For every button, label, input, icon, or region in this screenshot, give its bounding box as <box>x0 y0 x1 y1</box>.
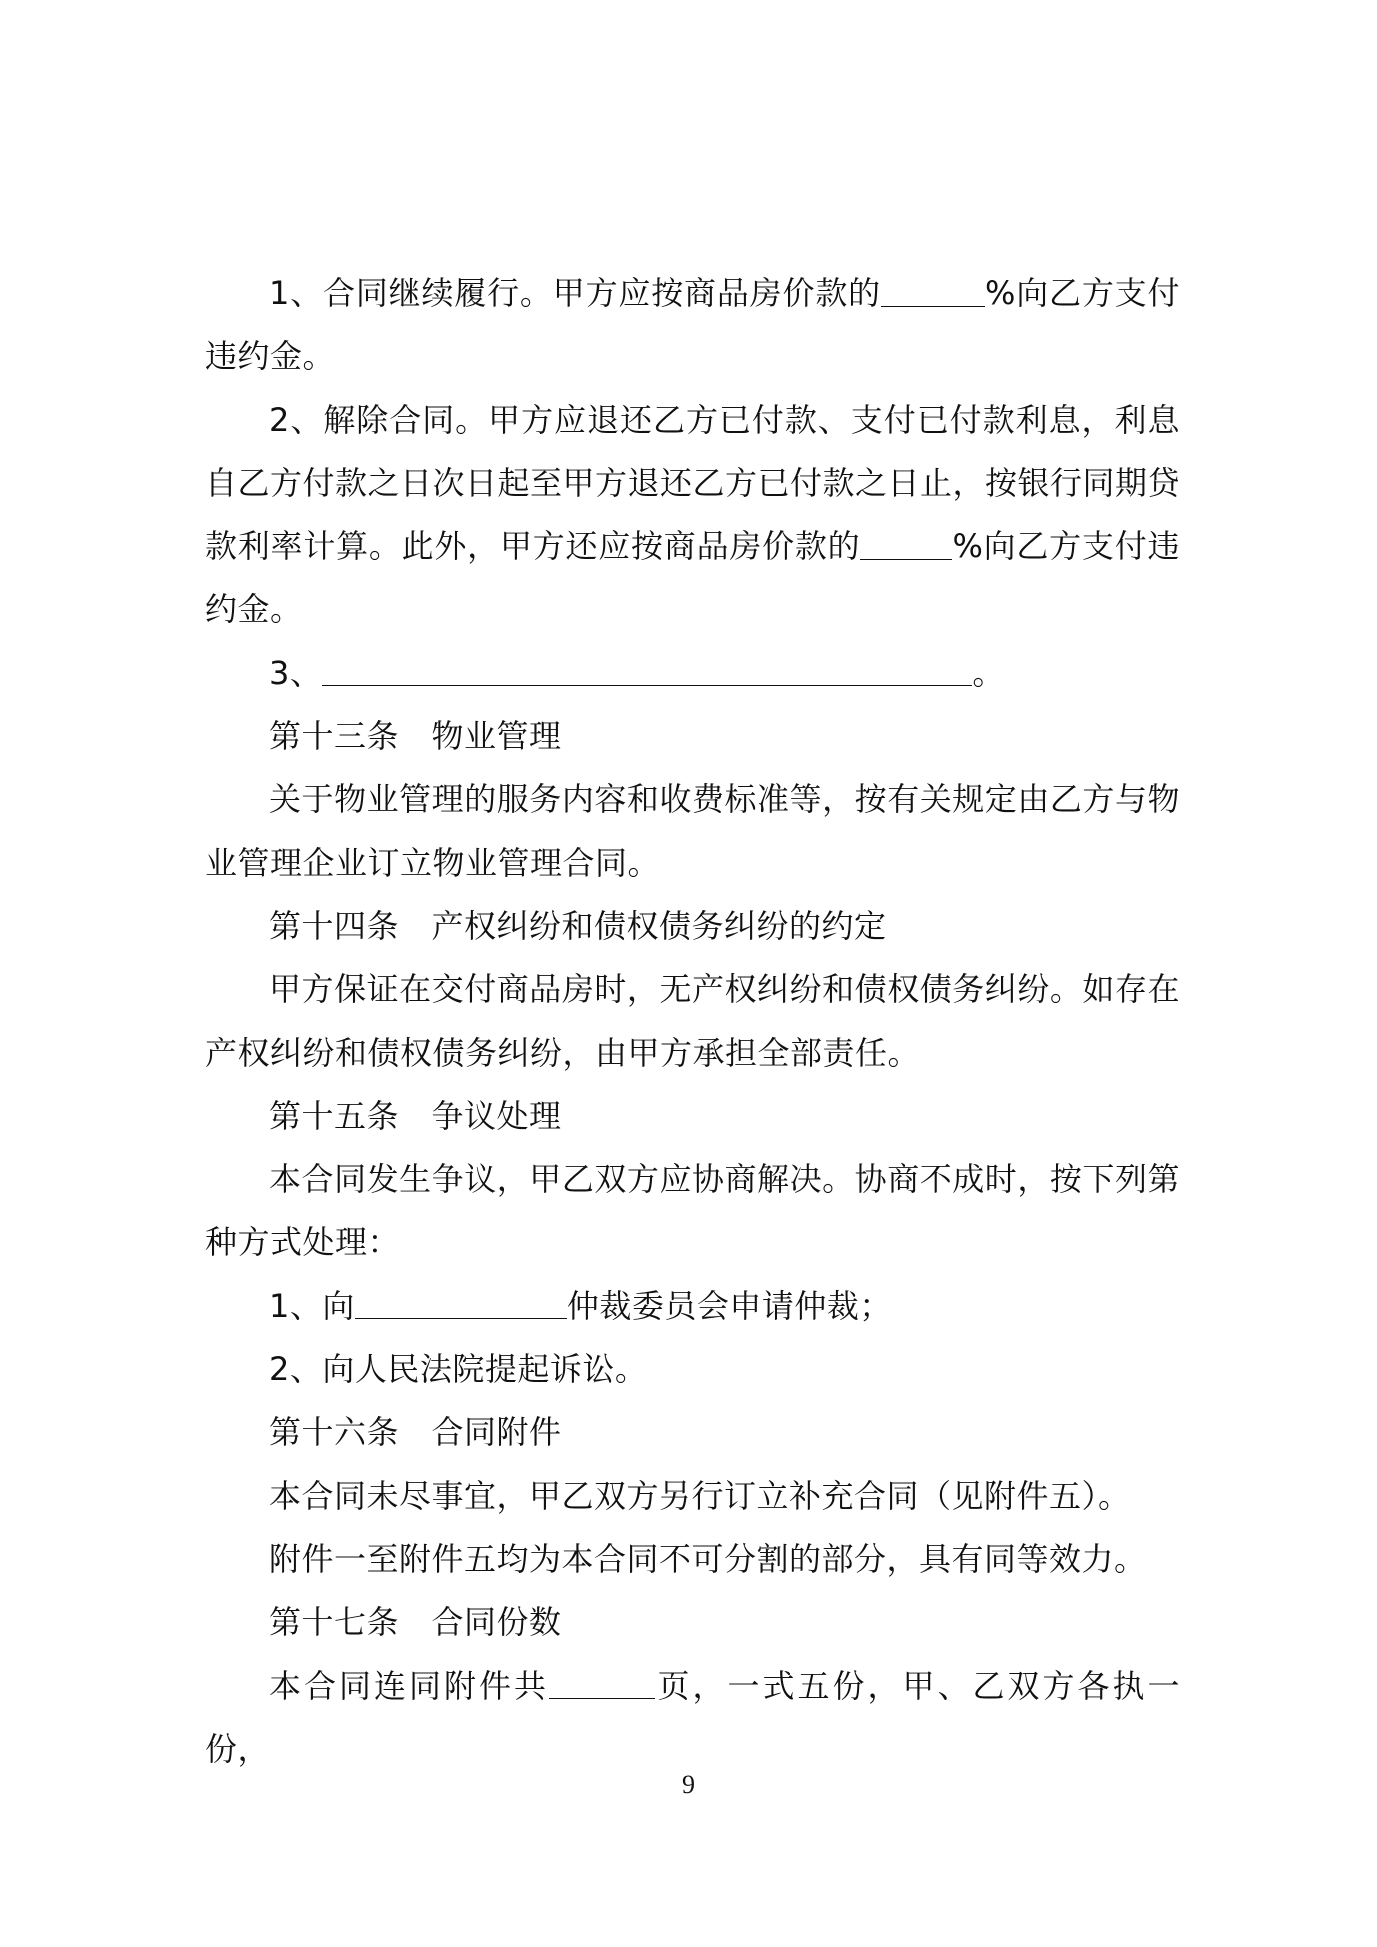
article-14-text: 甲方保证在交付商品房时，无产权纠纷和债权债务纠纷。如存在产权纠纷和债权债务纠纷，由甲方承担全部责任。 <box>205 970 1180 1072</box>
article-17-heading: 第十七条 合同份数 <box>269 1603 562 1642</box>
article-16-heading: 第十六条 合同附件 <box>269 1413 562 1452</box>
fill-blank[interactable] <box>860 528 952 559</box>
paragraph-text: 仲裁委员会申请仲裁； <box>566 1286 892 1325</box>
document-body <box>205 262 1180 1781</box>
paragraph-text: 本合同连同附件共 <box>269 1666 549 1705</box>
article-16-text-2: 附件一至附件五均为本合同不可分割的部分，具有同等效力。 <box>269 1539 1147 1578</box>
paragraph-text: 。 <box>972 653 1005 692</box>
article-13-text: 关于物业管理的服务内容和收费标准等，按有关规定由乙方与物业管理企业订立物业管理合同。 <box>205 780 1180 882</box>
paragraph-text: 页，一式五份，甲、乙双方各执一份， <box>205 1666 1180 1768</box>
paragraph-continue-contract <box>205 262 1180 389</box>
paragraph-text: 2、解除合同。甲方应退还乙方已付款、支付已付款利息，利息自乙方付款之日次日起至甲方退还乙方已付款之日止，按银行同期贷款利率计算。此外，甲方还应按商品房价款的 <box>205 400 1181 566</box>
fill-blank[interactable] <box>881 275 985 306</box>
article-17-text <box>205 1655 1180 1782</box>
paragraph-text: %向乙方支付违约金。 <box>205 274 1180 376</box>
paragraph-other-option <box>205 642 1180 705</box>
page-number: 9 <box>682 1770 695 1799</box>
paragraph-terminate-contract <box>205 389 1180 642</box>
paragraph-text: 1、向 <box>269 1286 355 1325</box>
article-15-text: 本合同发生争议，甲乙双方应协商解决。协商不成时，按下列第种方式处理： <box>205 1160 1180 1262</box>
fill-blank[interactable] <box>355 1288 567 1319</box>
fill-blank[interactable] <box>549 1668 655 1699</box>
paragraph-text: %向乙方支付违约金。 <box>205 527 1180 629</box>
article-15-heading: 第十五条 争议处理 <box>269 1096 562 1135</box>
article-14-heading: 第十四条 产权纠纷和债权债务纠纷的约定 <box>269 906 887 945</box>
article-15-option-arbitration <box>205 1275 1180 1338</box>
fill-blank[interactable] <box>322 655 972 686</box>
article-13-heading: 第十三条 物业管理 <box>269 717 562 756</box>
paragraph-text: 1、合同继续履行。甲方应按商品房价款的 <box>269 274 881 312</box>
paragraph-text: 3、 <box>269 653 323 692</box>
article-15-option-litigation: 2、向人民法院提起诉讼。 <box>269 1350 648 1389</box>
article-16-text-1: 本合同未尽事宜，甲乙双方另行订立补充合同（见附件五）。 <box>269 1476 1131 1515</box>
